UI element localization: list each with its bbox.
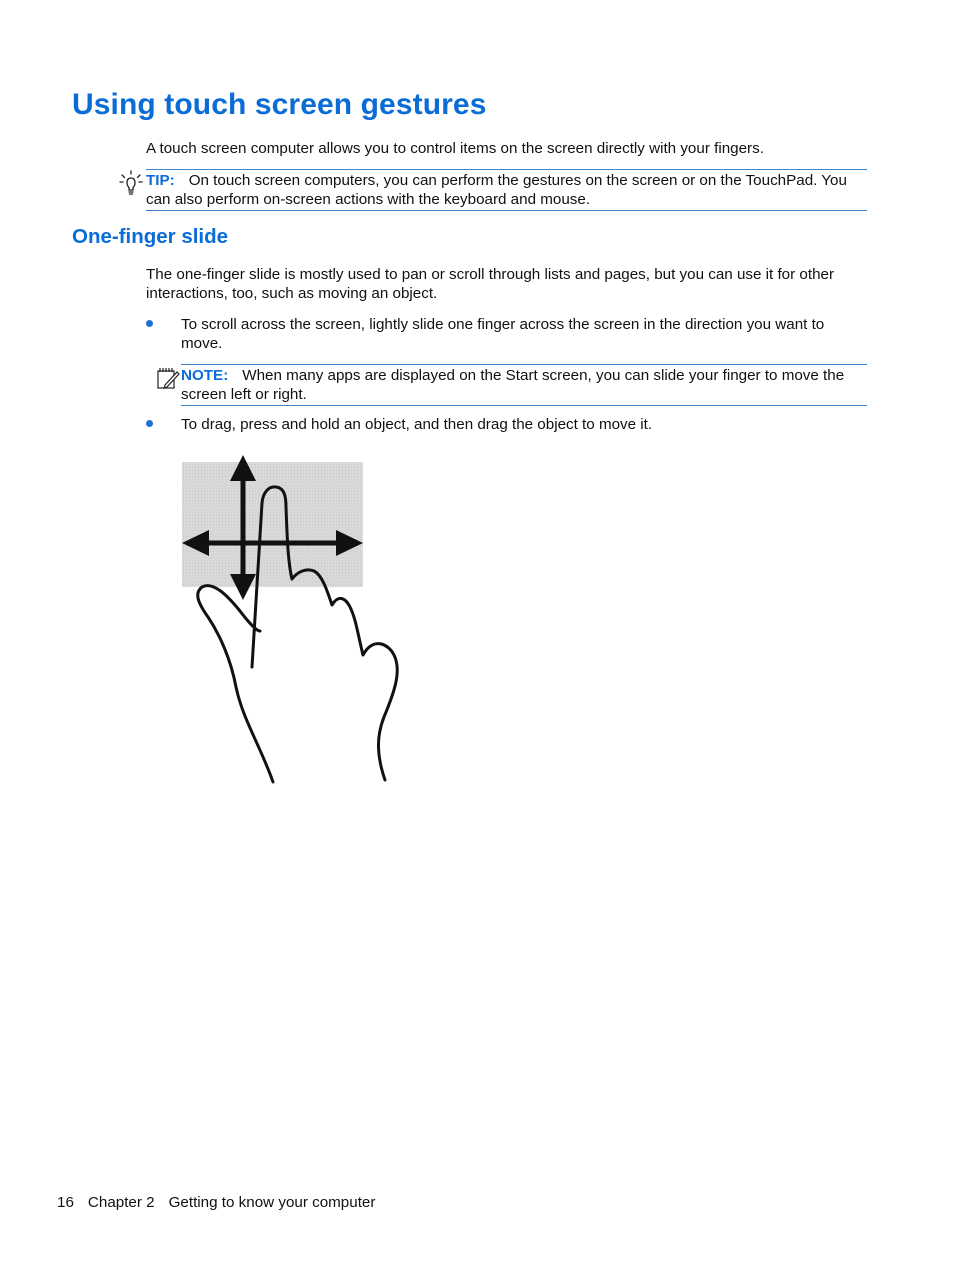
- chapter-title: Getting to know your computer: [168, 1194, 376, 1211]
- chapter-label: Chapter 2: [87, 1194, 155, 1211]
- lightbulb-icon: [119, 170, 143, 196]
- page-title: Using touch screen gestures: [72, 88, 487, 121]
- note-label: NOTE:: [181, 367, 229, 384]
- page-number: 16: [57, 1194, 74, 1211]
- note-text: When many apps are displayed on the Start screen, you can slide your finger to move the screen left or right.: [181, 367, 845, 403]
- note-pad-icon: [156, 366, 180, 390]
- bullet-icon: [146, 320, 153, 327]
- tip-text: On touch screen computers, you can perform the gestures on the screen or on the TouchPad. You can also perform on-screen actions with the keyboard and mouse.: [146, 172, 847, 208]
- section-title: One-finger slide: [72, 225, 229, 248]
- note-callout: [181, 364, 867, 406]
- bullet-item-scroll: To scroll across the screen, lightly slide one finger across the screen in the direction you want to move.: [181, 316, 825, 352]
- tip-callout: [146, 169, 867, 211]
- bullet-icon: [146, 420, 153, 427]
- page-footer: [57, 1193, 389, 1212]
- bullet-item-drag: To drag, press and hold an object, and then drag the object to move it.: [181, 416, 653, 433]
- tip-label: TIP:: [146, 172, 175, 189]
- intro-paragraph: A touch screen computer allows you to control items on the screen directly with your fingers.: [146, 140, 764, 157]
- one-finger-slide-gesture-icon: [180, 455, 410, 785]
- section-paragraph: The one-finger slide is mostly used to pan or scroll through lists and pages, but you can use it for other interactions, too, such as moving an object.: [146, 266, 835, 302]
